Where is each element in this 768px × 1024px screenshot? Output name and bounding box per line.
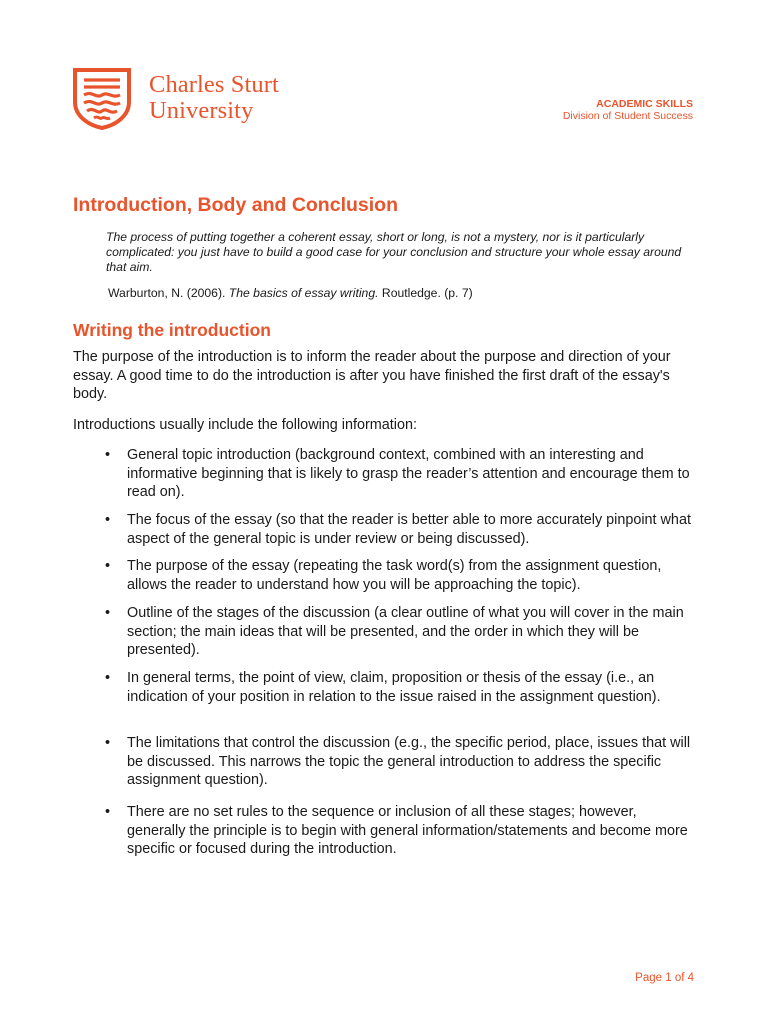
list-item-text: General topic introduction (background context, combined with an interesting and informative beginning that is likely to grasp the reader’s attention and encourage them to read on). [127,447,690,501]
unit-label [563,98,693,122]
section-heading: Writing the introduction [73,320,271,340]
bullet-dot: • [105,735,111,751]
bullet-dot: • [105,512,111,528]
brand-line-2: University [149,97,254,124]
list-item-text: The limitations that control the discussion (e.g., the specific period, place, issues that will be discussed. This narrows the topic the general introduction to address the specific assignment question). [127,735,691,789]
page-number: Page 1 of 4 [635,972,694,984]
epigraph-citation [108,286,473,300]
list-item-text: There are no set rules to the sequence or inclusion of all these stages; however, generally the principle is to begin with general information/statements and become more specific or focused during the introduction. [127,804,688,858]
university-wordmark [149,72,279,124]
list-item-text: The focus of the essay (so that the reader is better able to more accurately pinpoint what aspect of the general topic is under review or being discussed). [127,512,691,547]
unit-subtitle: Division of Student Success [562,110,693,122]
citation-title: The basics of essay writing. [228,286,379,300]
intro-paragraph: The purpose of the introduction is to inform the reader about the purpose and direction of your essay. A good time to do the introduction is after you have finished the first draft of the essay's body. [73,349,671,403]
list-lead-paragraph: Introductions usually include the following information: [73,417,417,433]
bullet-dot: • [105,804,111,820]
bullet-dot: • [105,558,111,574]
list-item-text: The purpose of the essay (repeating the task word(s) from the assignment question, allows the reader to understand how you will be approaching the topic). [127,558,662,593]
page-title: Introduction, Body and Conclusion [73,194,398,216]
bullet-dot: • [105,605,111,621]
epigraph-quote: The process of putting together a coherent essay, short or long, is not a mystery, nor is it particularly complicated: you just have to build a good case for your conclusion and structure your whole essay around that aim. [106,230,682,275]
citation-suffix: Routledge. (p. 7) [378,286,473,300]
bullet-dot: • [105,670,111,686]
citation-prefix: Warburton, N. (2006). [108,286,229,300]
csu-shield-logo-icon [72,68,132,130]
unit-title: ACADEMIC SKILLS [596,98,693,110]
list-item-text: Outline of the stages of the discussion (a clear outline of what you will cover in the main section; the main ideas that will be presented, and the order in which they will be presented). [127,605,684,659]
brand-line-1: Charles Sturt [149,71,279,98]
list-item-text: In general terms, the point of view, claim, proposition or thesis of the essay (i.e., an indication of your position in relation to the issue raised in the assignment question). [127,670,661,705]
bullet-dot: • [105,447,111,463]
